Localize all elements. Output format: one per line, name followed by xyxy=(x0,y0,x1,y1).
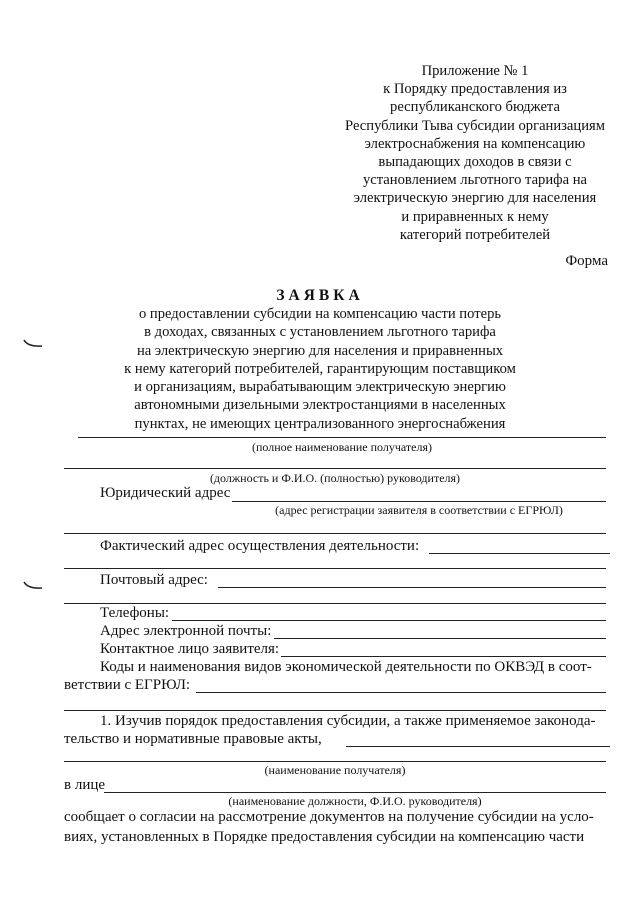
appendix-line: и приравненных к нему xyxy=(401,208,549,225)
actual-address-field[interactable] xyxy=(429,553,610,554)
recipient-name-field-2[interactable] xyxy=(64,761,606,762)
appendix-line: электрическую энергию для населения xyxy=(353,190,597,207)
okved-field-2[interactable] xyxy=(64,710,606,711)
recipient-name-field[interactable] xyxy=(346,746,610,747)
recipient-full-name-caption: (полное наименование получателя) xyxy=(251,440,433,454)
appendix-line: категорий потребителей xyxy=(399,226,551,243)
in-person-label: в лице xyxy=(64,777,106,793)
legal-address-field[interactable] xyxy=(232,501,606,502)
postal-address-label: Почтовый адрес: xyxy=(100,572,208,588)
subtitle-line: к нему категорий потребителей, гарантирующим поставщиком xyxy=(124,360,516,377)
contact-person-label: Контактное лицо заявителя: xyxy=(100,641,280,657)
position-caption: (наименование должности, Ф.И.О. руководителя) xyxy=(228,794,482,808)
margin-mark xyxy=(22,338,44,350)
postal-address-field[interactable] xyxy=(218,587,606,588)
document-subtitle xyxy=(90,305,550,433)
appendix-header xyxy=(325,62,625,244)
subtitle-line: и организациям, вырабатывающим электрическую энергию xyxy=(134,379,506,396)
appendix-line: выпадающих доходов в связи с xyxy=(378,154,572,171)
email-field[interactable] xyxy=(274,638,606,639)
head-field[interactable] xyxy=(64,468,606,469)
margin-mark xyxy=(22,580,44,592)
contact-person-field[interactable] xyxy=(281,656,606,657)
in-person-field[interactable] xyxy=(104,792,606,793)
subtitle-line: пунктах, не имеющих централизованного энергоснабжения xyxy=(134,415,506,432)
form-label: Форма xyxy=(565,253,608,269)
actual-address-label: Фактический адрес осуществления деятельности: xyxy=(100,538,420,554)
legal-address-label: Юридический адрес xyxy=(100,485,231,501)
head-caption: (должность и Ф.И.О. (полностью) руководителя) xyxy=(209,471,461,485)
legal-address-caption: (адрес регистрации заявителя в соответствии с ЕГРЮЛ) xyxy=(275,503,563,517)
recipient-name-caption: (наименование получателя) xyxy=(264,763,406,777)
recipient-full-name-field[interactable] xyxy=(78,437,606,438)
paragraph-1-line-2: тельство и нормативные правовые акты, xyxy=(64,731,322,747)
okved-text-line-1: Коды и наименования видов экономической деятельности по ОКВЭД в соот- xyxy=(100,659,592,675)
subtitle-line: в доходах, связанных с установлением льготного тарифа xyxy=(144,324,496,341)
okved-text-line-2: ветствии с ЕГРЮЛ: xyxy=(64,677,191,693)
subtitle-line: автономными дизельными электростанциями в населенных xyxy=(134,397,506,414)
phones-label: Телефоны: xyxy=(100,605,170,621)
subtitle-line: на электрическую энергию для населения и приравненных xyxy=(136,342,504,359)
appendix-line: Приложение № 1 xyxy=(421,63,529,79)
paragraph-2-line-1: сообщает о согласии на рассмотрение документов на получение субсидии на усло- xyxy=(64,809,594,825)
appendix-line: республиканского бюджета xyxy=(390,99,560,116)
paragraph-2-line-2: виях, установленных в Порядке предоставления субсидии на компенсацию части xyxy=(64,829,585,845)
phones-field[interactable] xyxy=(172,620,606,621)
okved-field[interactable] xyxy=(196,692,606,693)
appendix-line: Республики Тыва субсидии организациям xyxy=(345,117,605,134)
appendix-line: установлением льготного тарифа на xyxy=(362,172,588,189)
paragraph-1-line-1: 1. Изучив порядок предоставления субсидии, а также применяемое законода- xyxy=(100,713,596,729)
actual-address-field-2[interactable] xyxy=(64,568,606,569)
postal-address-field-2[interactable] xyxy=(64,603,606,604)
document-title: ЗАЯВКА xyxy=(276,287,364,304)
legal-address-field-2[interactable] xyxy=(64,533,606,534)
appendix-line: к Порядку предоставления из xyxy=(383,81,567,98)
appendix-line: электроснабжения на компенсацию xyxy=(364,135,586,152)
email-label: Адрес электронной почты: xyxy=(100,623,272,639)
subtitle-line: о предоставлении субсидии на компенсацию части потерь xyxy=(138,306,502,322)
